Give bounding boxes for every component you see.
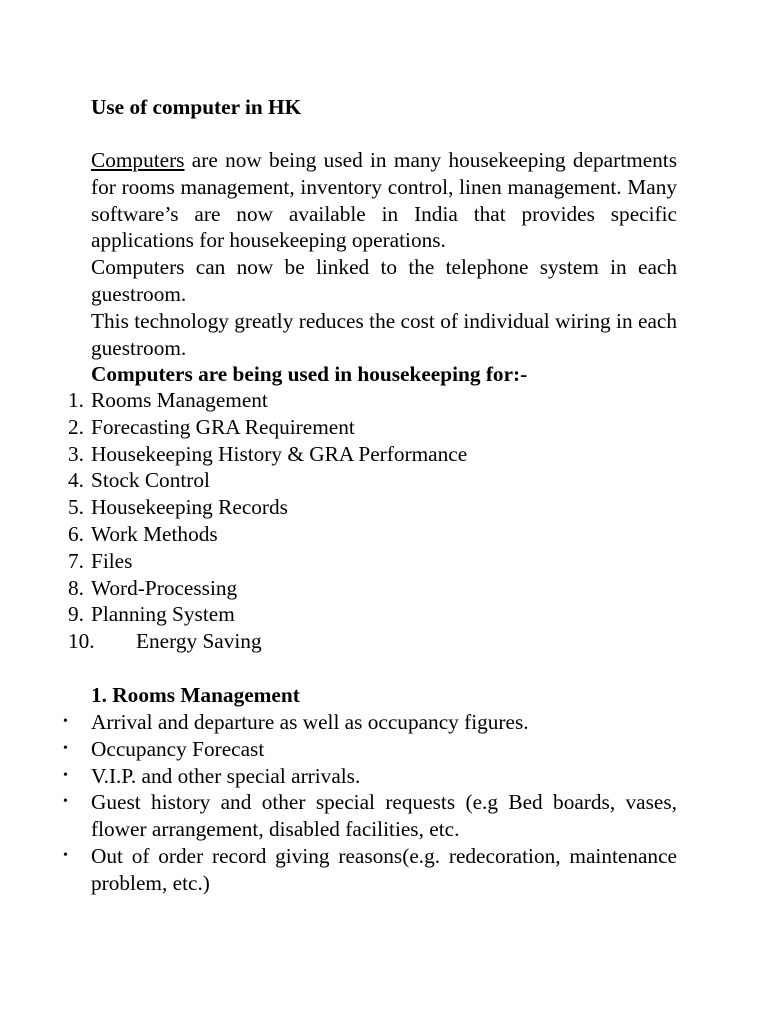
list-item: [0, 414, 768, 441]
list-number: 7.: [68, 548, 84, 573]
list-item: [0, 467, 768, 494]
list-number: 8.: [68, 575, 84, 600]
list-label: Forecasting GRA Requirement: [91, 414, 355, 439]
bullet-icon: •: [63, 847, 68, 863]
bullet-icon: •: [63, 714, 68, 729]
uses-list: [0, 387, 768, 655]
intro-paragraph-1-text: are now being used in many housekeeping departments for rooms management, inventory control, linen management. Many software’s are now available in India that provides specific applications for housekeeping operations.: [91, 148, 677, 253]
list-item: [0, 494, 768, 521]
bullet-item: [0, 843, 677, 897]
list-number: 9.: [68, 602, 84, 627]
list-item: [0, 521, 768, 548]
computers-link[interactable]: Computers: [91, 148, 185, 172]
list-number: 3.: [68, 441, 84, 466]
list-item: [0, 441, 768, 468]
list-number: 4.: [68, 468, 84, 493]
bullet-text: Guest history and other special requests (e.g Bed boards, vases, flower arrangement, disabled facilities, etc.: [91, 790, 677, 842]
list-label: Energy Saving: [136, 629, 262, 654]
list-item: [0, 628, 768, 655]
bullet-text: Occupancy Forecast: [91, 736, 265, 761]
list-item: [0, 387, 768, 414]
list-number: 10.: [68, 629, 95, 654]
bullet-text: V.I.P. and other special arrivals.: [91, 763, 361, 788]
list-label: Files: [91, 548, 133, 573]
bullet-item: [0, 789, 677, 843]
list-item: [0, 601, 768, 628]
list-label: Work Methods: [91, 521, 218, 546]
intro-paragraph-1: [91, 147, 677, 254]
list-number: 1.: [68, 388, 84, 412]
list-number: 6.: [68, 521, 84, 546]
list-label: Word-Processing: [91, 575, 238, 600]
list-item: [0, 548, 768, 575]
uses-heading: Computers are being used in housekeeping for:-: [91, 362, 528, 387]
bullet-item: [0, 763, 677, 790]
section-title-rooms-management: 1. Rooms Management: [91, 683, 300, 707]
list-number: 2.: [68, 414, 84, 439]
list-item: [0, 575, 768, 602]
bullet-text: Out of order record giving reasons(e.g. redecoration, maintenance problem, etc.): [91, 843, 677, 895]
list-label: Housekeeping History & GRA Performance: [91, 441, 468, 466]
intro-paragraph-3: This technology greatly reduces the cost of individual wiring in each guestroom.: [91, 308, 677, 360]
list-label: Planning System: [91, 602, 235, 627]
document-title: Use of computer in HK: [91, 95, 302, 119]
intro-section: [91, 147, 677, 388]
list-label: Housekeeping Records: [91, 495, 288, 520]
bullet-text: Arrival and departure as well as occupancy figures.: [91, 710, 529, 734]
list-label: Stock Control: [91, 468, 210, 493]
list-label: Rooms Management: [91, 388, 268, 412]
bullet-icon: •: [63, 794, 68, 810]
bullet-icon: •: [63, 740, 68, 756]
bullet-item: [0, 709, 677, 736]
list-number: 5.: [68, 495, 84, 520]
bullet-item: [0, 736, 677, 763]
rooms-management-bullets: [0, 709, 768, 897]
intro-paragraph-2: Computers can now be linked to the telephone system in each guestroom.: [91, 255, 677, 306]
bullet-icon: •: [63, 767, 68, 783]
